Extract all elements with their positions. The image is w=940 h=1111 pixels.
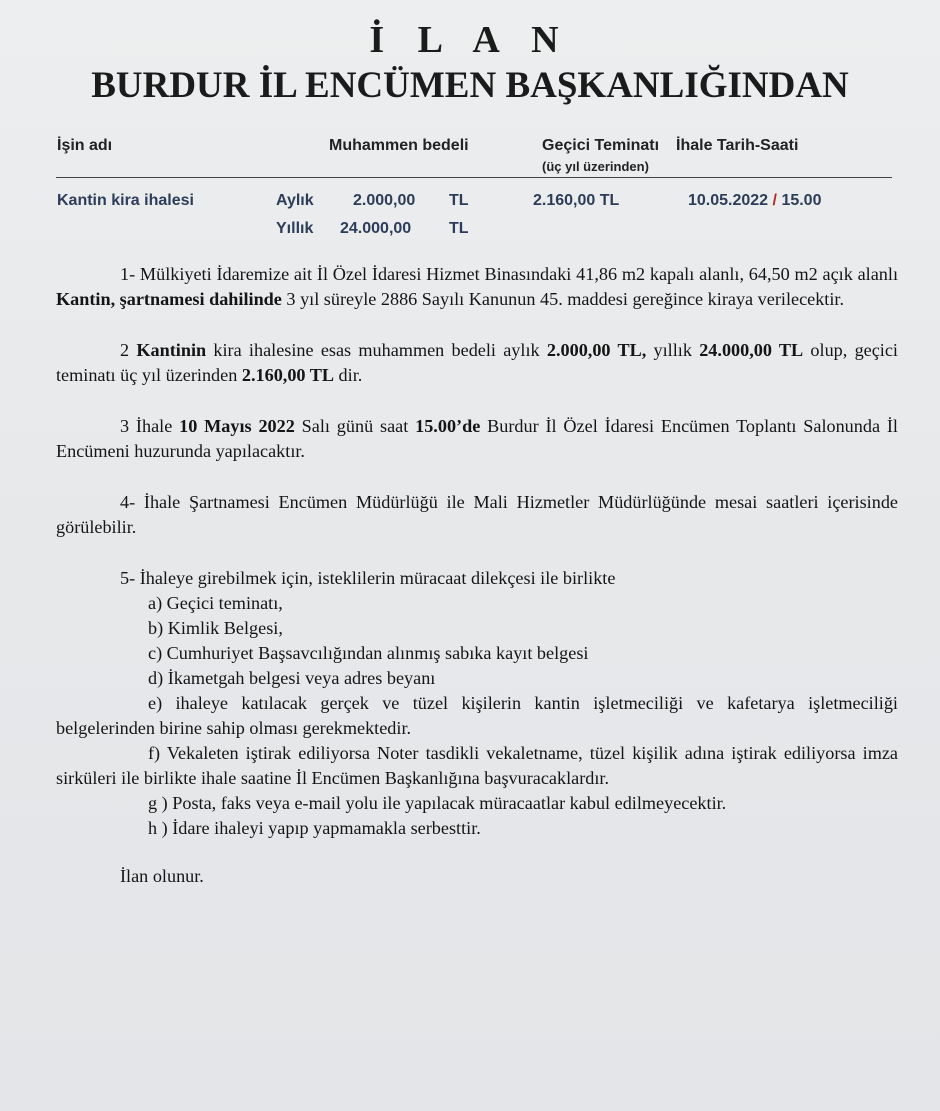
paragraph-5: 5- İhaleye girebilmek için, isteklilerin müracaat dilekçesi ile birlikte bbox=[120, 568, 616, 588]
header-deposit-note: (üç yıl üzerinden) bbox=[542, 159, 649, 174]
notice-body bbox=[56, 262, 898, 889]
header-deposit: Geçici Teminatı bbox=[542, 137, 660, 154]
p3-text-day: Salı günü saat bbox=[294, 416, 416, 436]
list-item-e: e) ihaleye katılacak gerçek ve tüzel kişilerin kantin işletmeciliği ve kafetarya işletmeciliği belgelerinden birine sahip olması gerekmektedir. bbox=[56, 693, 898, 738]
paragraph-2 bbox=[56, 338, 898, 388]
row-yearly-value: 24.000,00 bbox=[340, 220, 412, 237]
list-item-h: h ) İdare ihaleyi yapıp yapmamakla serbesttir. bbox=[148, 818, 481, 838]
row-deposit: 2.160,00 TL bbox=[533, 192, 620, 209]
p2-num: 2 bbox=[120, 340, 137, 360]
p2-text-end: dir. bbox=[334, 365, 363, 385]
closing-text: İlan olunur. bbox=[120, 866, 204, 886]
row-yearly-unit: TL bbox=[449, 220, 469, 237]
notice-subtitle: BURDUR İL ENCÜMEN BAŞKANLIĞINDAN bbox=[91, 65, 849, 106]
header-job-name: İşin adı bbox=[57, 137, 113, 154]
p2-bold-monthly: 2.000,00 TL, bbox=[546, 340, 647, 360]
row-date: 10.05.2022 bbox=[688, 192, 769, 209]
list-item-a: a) Geçici teminatı, bbox=[148, 593, 283, 613]
list-item-d: d) İkametgah belgesi veya adres beyanı bbox=[148, 668, 436, 688]
p2-text-yearly: yıllık bbox=[646, 340, 700, 360]
paragraph-3 bbox=[56, 414, 898, 464]
list-item-c: c) Cumhuriyet Başsavcılığından alınmış sabıka kayıt belgesi bbox=[148, 643, 589, 663]
row-monthly-label: Aylık bbox=[276, 192, 314, 209]
header-date-time: İhale Tarih-Saati bbox=[676, 137, 799, 154]
row-monthly-unit: TL bbox=[449, 192, 469, 209]
header-estimated-value: Muhammen bedeli bbox=[329, 137, 469, 154]
row-time: 15.00 bbox=[781, 192, 822, 209]
p2-bold-kantin: Kantinin bbox=[136, 340, 207, 360]
paragraph-4: 4- İhale Şartnamesi Encümen Müdürlüğü ile Mali Hizmetler Müdürlüğünde mesai saatleri içerisinde görülebilir. bbox=[56, 492, 898, 537]
p1-bold: Kantin, şartnamesi dahilinde bbox=[56, 289, 282, 309]
p1-text: 1- Mülkiyeti İdaremize ait İl Özel İdaresi Hizmet Binasındaki 41,86 m2 kapalı alanlı, 64,50 m2 açık alanlı bbox=[120, 264, 898, 284]
date-separator: / bbox=[772, 192, 777, 209]
p3-bold-date: 10 Mayıs 2022 bbox=[179, 416, 295, 436]
header-divider bbox=[56, 177, 892, 178]
p3-bold-time: 15.00’de bbox=[415, 416, 481, 436]
row-yearly-label: Yıllık bbox=[276, 220, 314, 237]
p2-bold-deposit: 2.160,00 TL bbox=[241, 365, 334, 385]
p2-text-deposit: olup, geçici teminatı üç yıl üzerinden bbox=[56, 340, 898, 385]
row-job-name: Kantin kira ihalesi bbox=[57, 192, 194, 209]
p2-text: kira ihalesine esas muhammen bedeli aylık bbox=[206, 340, 547, 360]
p2-bold-yearly: 24.000,00 TL bbox=[699, 340, 804, 360]
row-monthly-value: 2.000,00 bbox=[353, 192, 416, 209]
list-item-f: f) Vekaleten iştirak ediliyorsa Noter tasdikli vekaletname, tüzel kişilik adına iştirak ediliyorsa imza sirküleri ile birlikte ihale saatine İl Encümen Başkanlığına başvuracaklardır. bbox=[56, 743, 898, 788]
row-date-time bbox=[688, 192, 821, 210]
p3-text-end: Burdur İl Özel İdaresi Encümen Toplantı Salonunda İl Encümeni huzurunda yapılacaktır. bbox=[56, 416, 898, 461]
notice-title: İ L A N bbox=[369, 19, 571, 61]
p1-text-end: 3 yıl süreyle 2886 Sayılı Kanunun 45. maddesi gereğince kiraya verilecektir. bbox=[281, 289, 845, 309]
list-item-g: g ) Posta, faks veya e-mail yolu ile yapılacak müracaatlar kabul edilmeyecektir. bbox=[148, 793, 727, 813]
list-item-b: b) Kimlik Belgesi, bbox=[148, 618, 283, 638]
p3-text: 3 İhale bbox=[120, 416, 180, 436]
paragraph-1 bbox=[56, 262, 898, 312]
